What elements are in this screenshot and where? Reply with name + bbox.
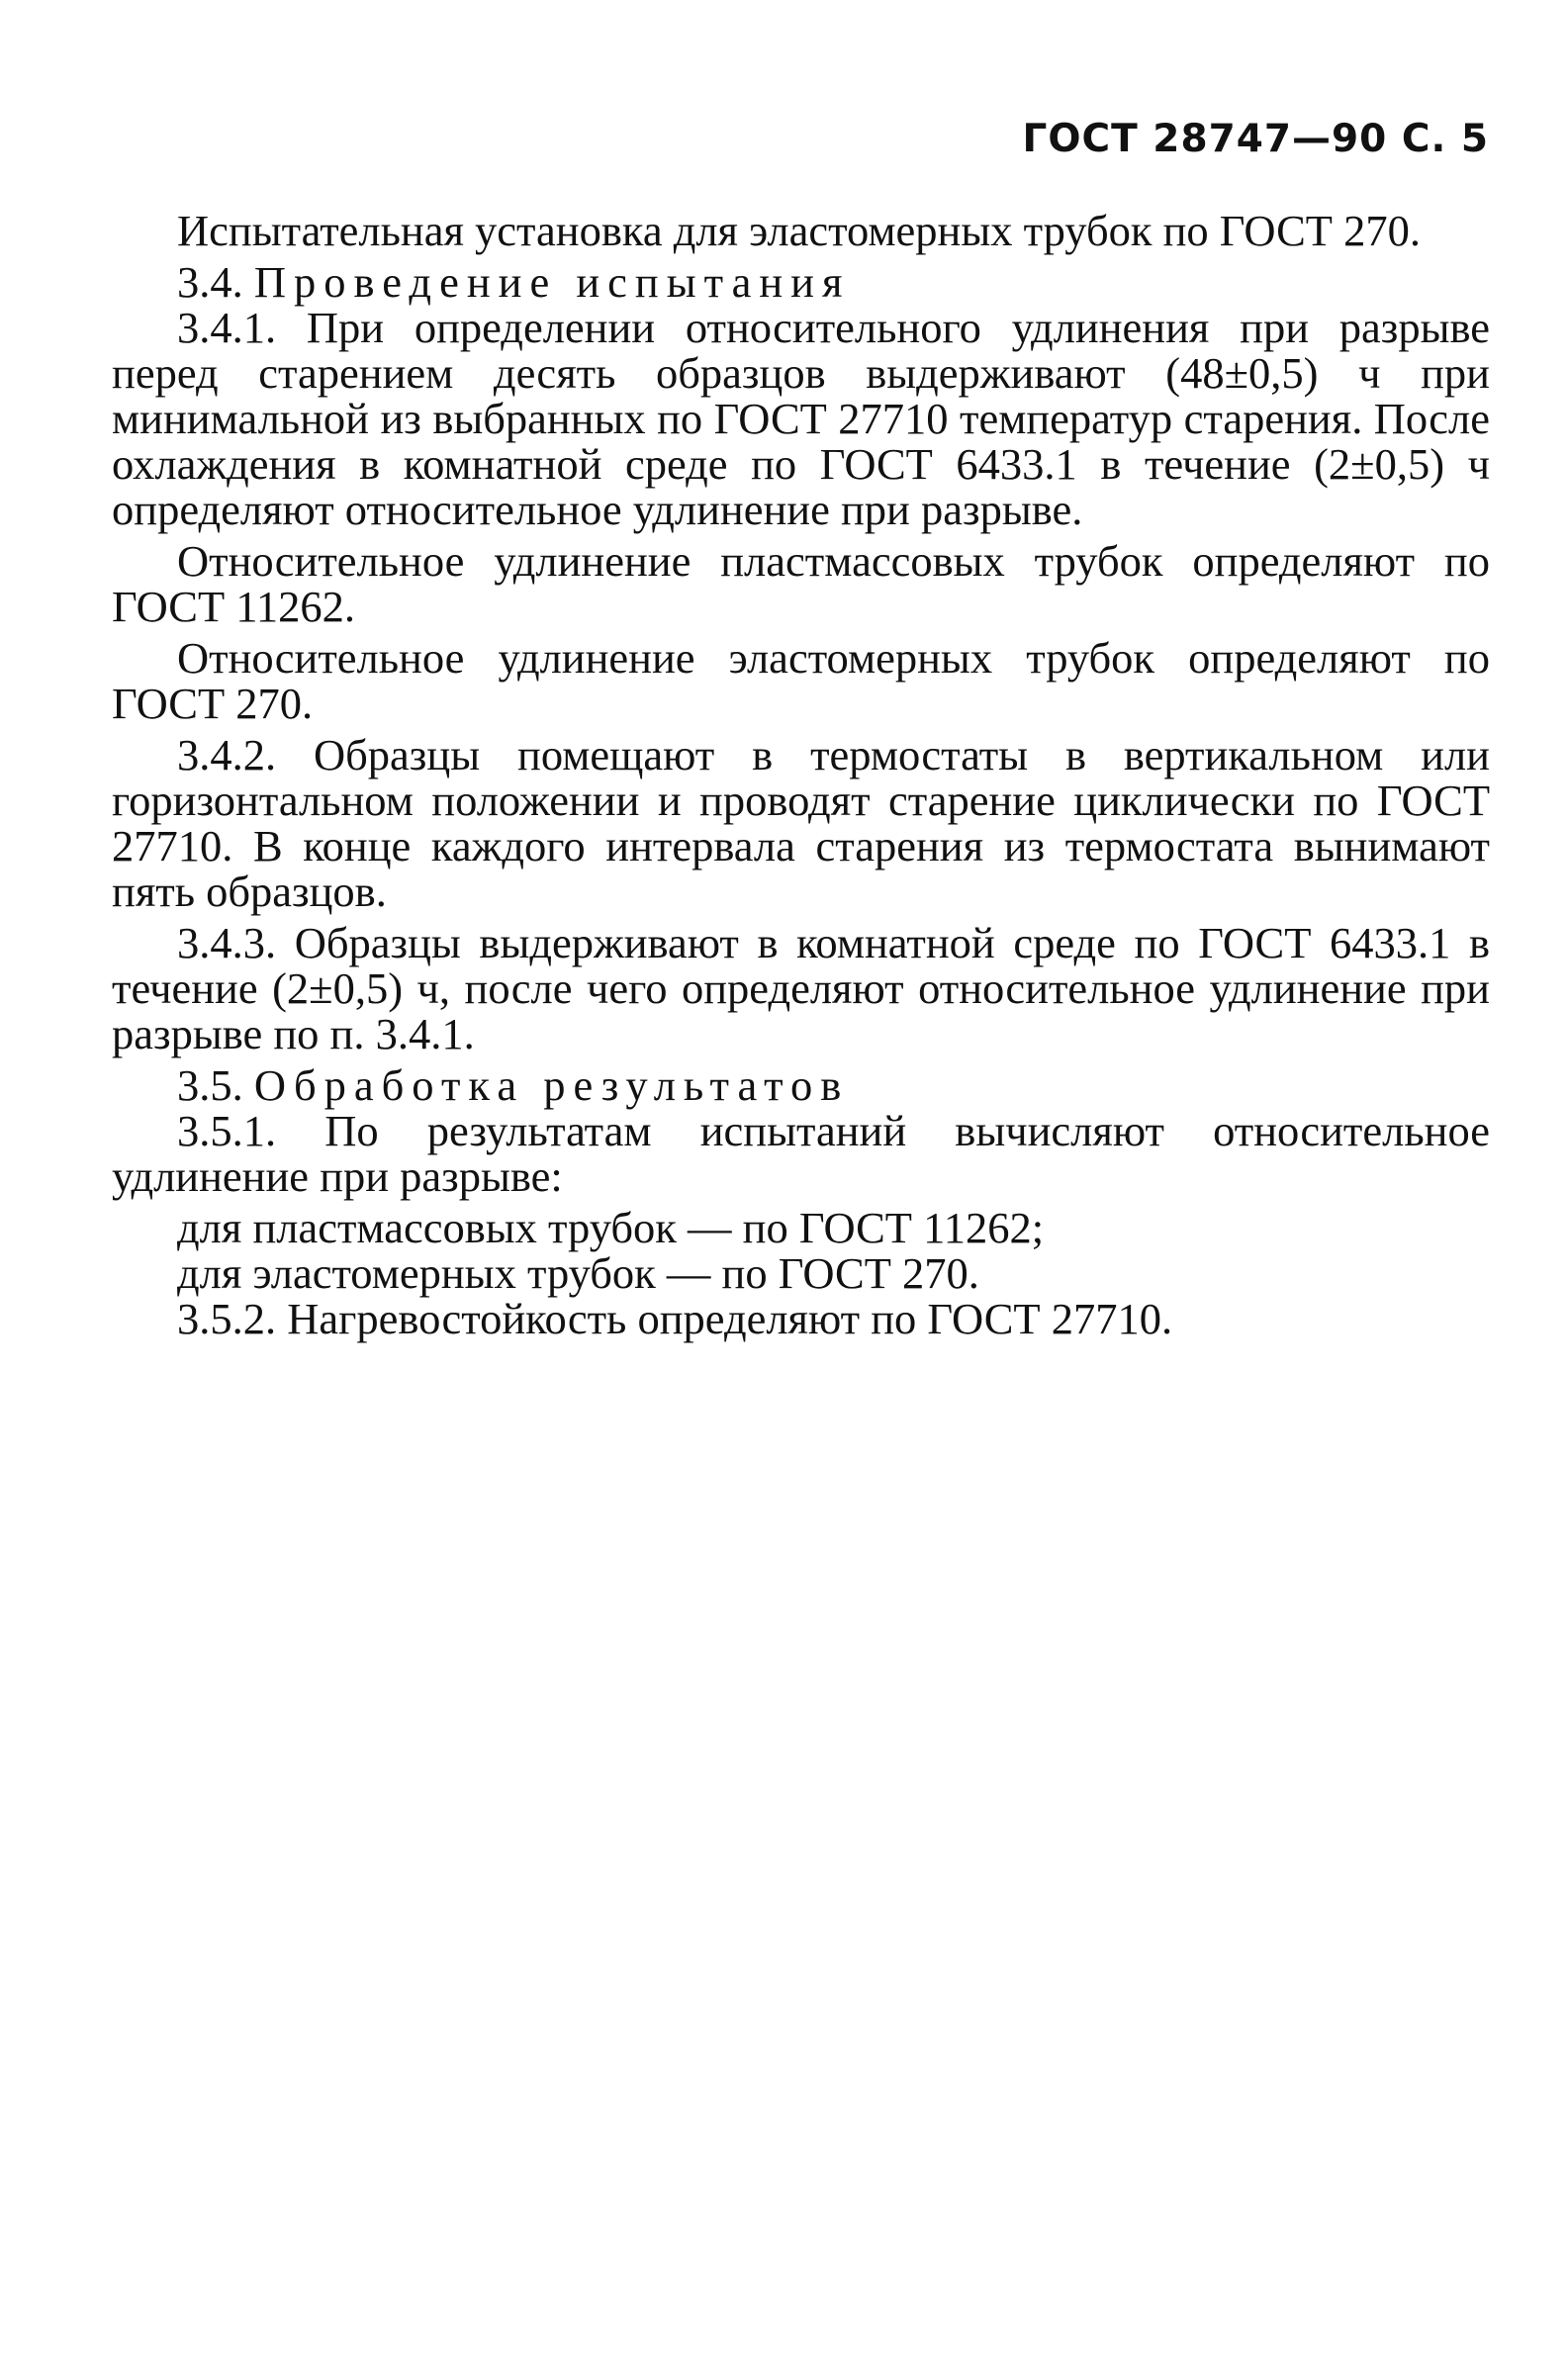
paragraph-3-5-1: 3.5.1. По результатам испытаний вычисляют относительное удлинение при разрыве:	[112, 1106, 1490, 1201]
section-number-3-4: 3.4.	[177, 257, 243, 307]
page-header-doc-ref: ГОСТ 28747—90 С. 5	[1022, 117, 1489, 161]
list-item-plastic: для пластмассовых трубок — по ГОСТ 11262;	[177, 1203, 1045, 1252]
paragraph-elastomer-elongation: Относительное удлинение эластомерных трубок определяют по ГОСТ 270.	[112, 633, 1490, 728]
section-heading-3-4	[112, 259, 1490, 305]
paragraph-3-5-2: 3.5.2. Нагревостойкость определяют по ГОСТ 27710.	[177, 1294, 1173, 1343]
section-heading-3-5	[112, 1062, 1490, 1108]
paragraph-test-setup: Испытательная установка для эластомерных трубок по ГОСТ 270.	[177, 206, 1421, 255]
list-item-elastomer: для эластомерных трубок — по ГОСТ 270.	[177, 1248, 979, 1298]
paragraph-3-4-2: 3.4.2. Образцы помещают в термостаты в вертикальном или горизонтальном положении и проводят старение циклически по ГОСТ 27710. В конце каждого интервала старения из термостата вынимают пять образцов.	[112, 730, 1490, 916]
document-body	[112, 208, 1490, 1341]
section-title-3-4: Проведение испытания	[253, 257, 851, 307]
paragraph-3-4-3: 3.4.3. Образцы выдерживают в комнатной среде по ГОСТ 6433.1 в течение (2±0,5) ч, после чего определяют относительное удлинение при разрыве по п. 3.4.1.	[112, 918, 1490, 1058]
section-title-3-5: Обработка результатов	[253, 1060, 850, 1110]
section-number-3-5: 3.5.	[177, 1060, 243, 1110]
paragraph-plastic-elongation: Относительное удлинение пластмассовых трубок определяют по ГОСТ 11262.	[112, 536, 1490, 631]
paragraph-3-4-1: 3.4.1. При определении относительного удлинения при разрыве перед старением десять образцов выдерживают (48±0,5) ч при минимальной из выбранных по ГОСТ 27710 температур старения. После охлаждения в комнатной среде по ГОСТ 6433.1 в течение (2±0,5) ч определяют относительное удлинение при разрыве.	[112, 303, 1490, 534]
